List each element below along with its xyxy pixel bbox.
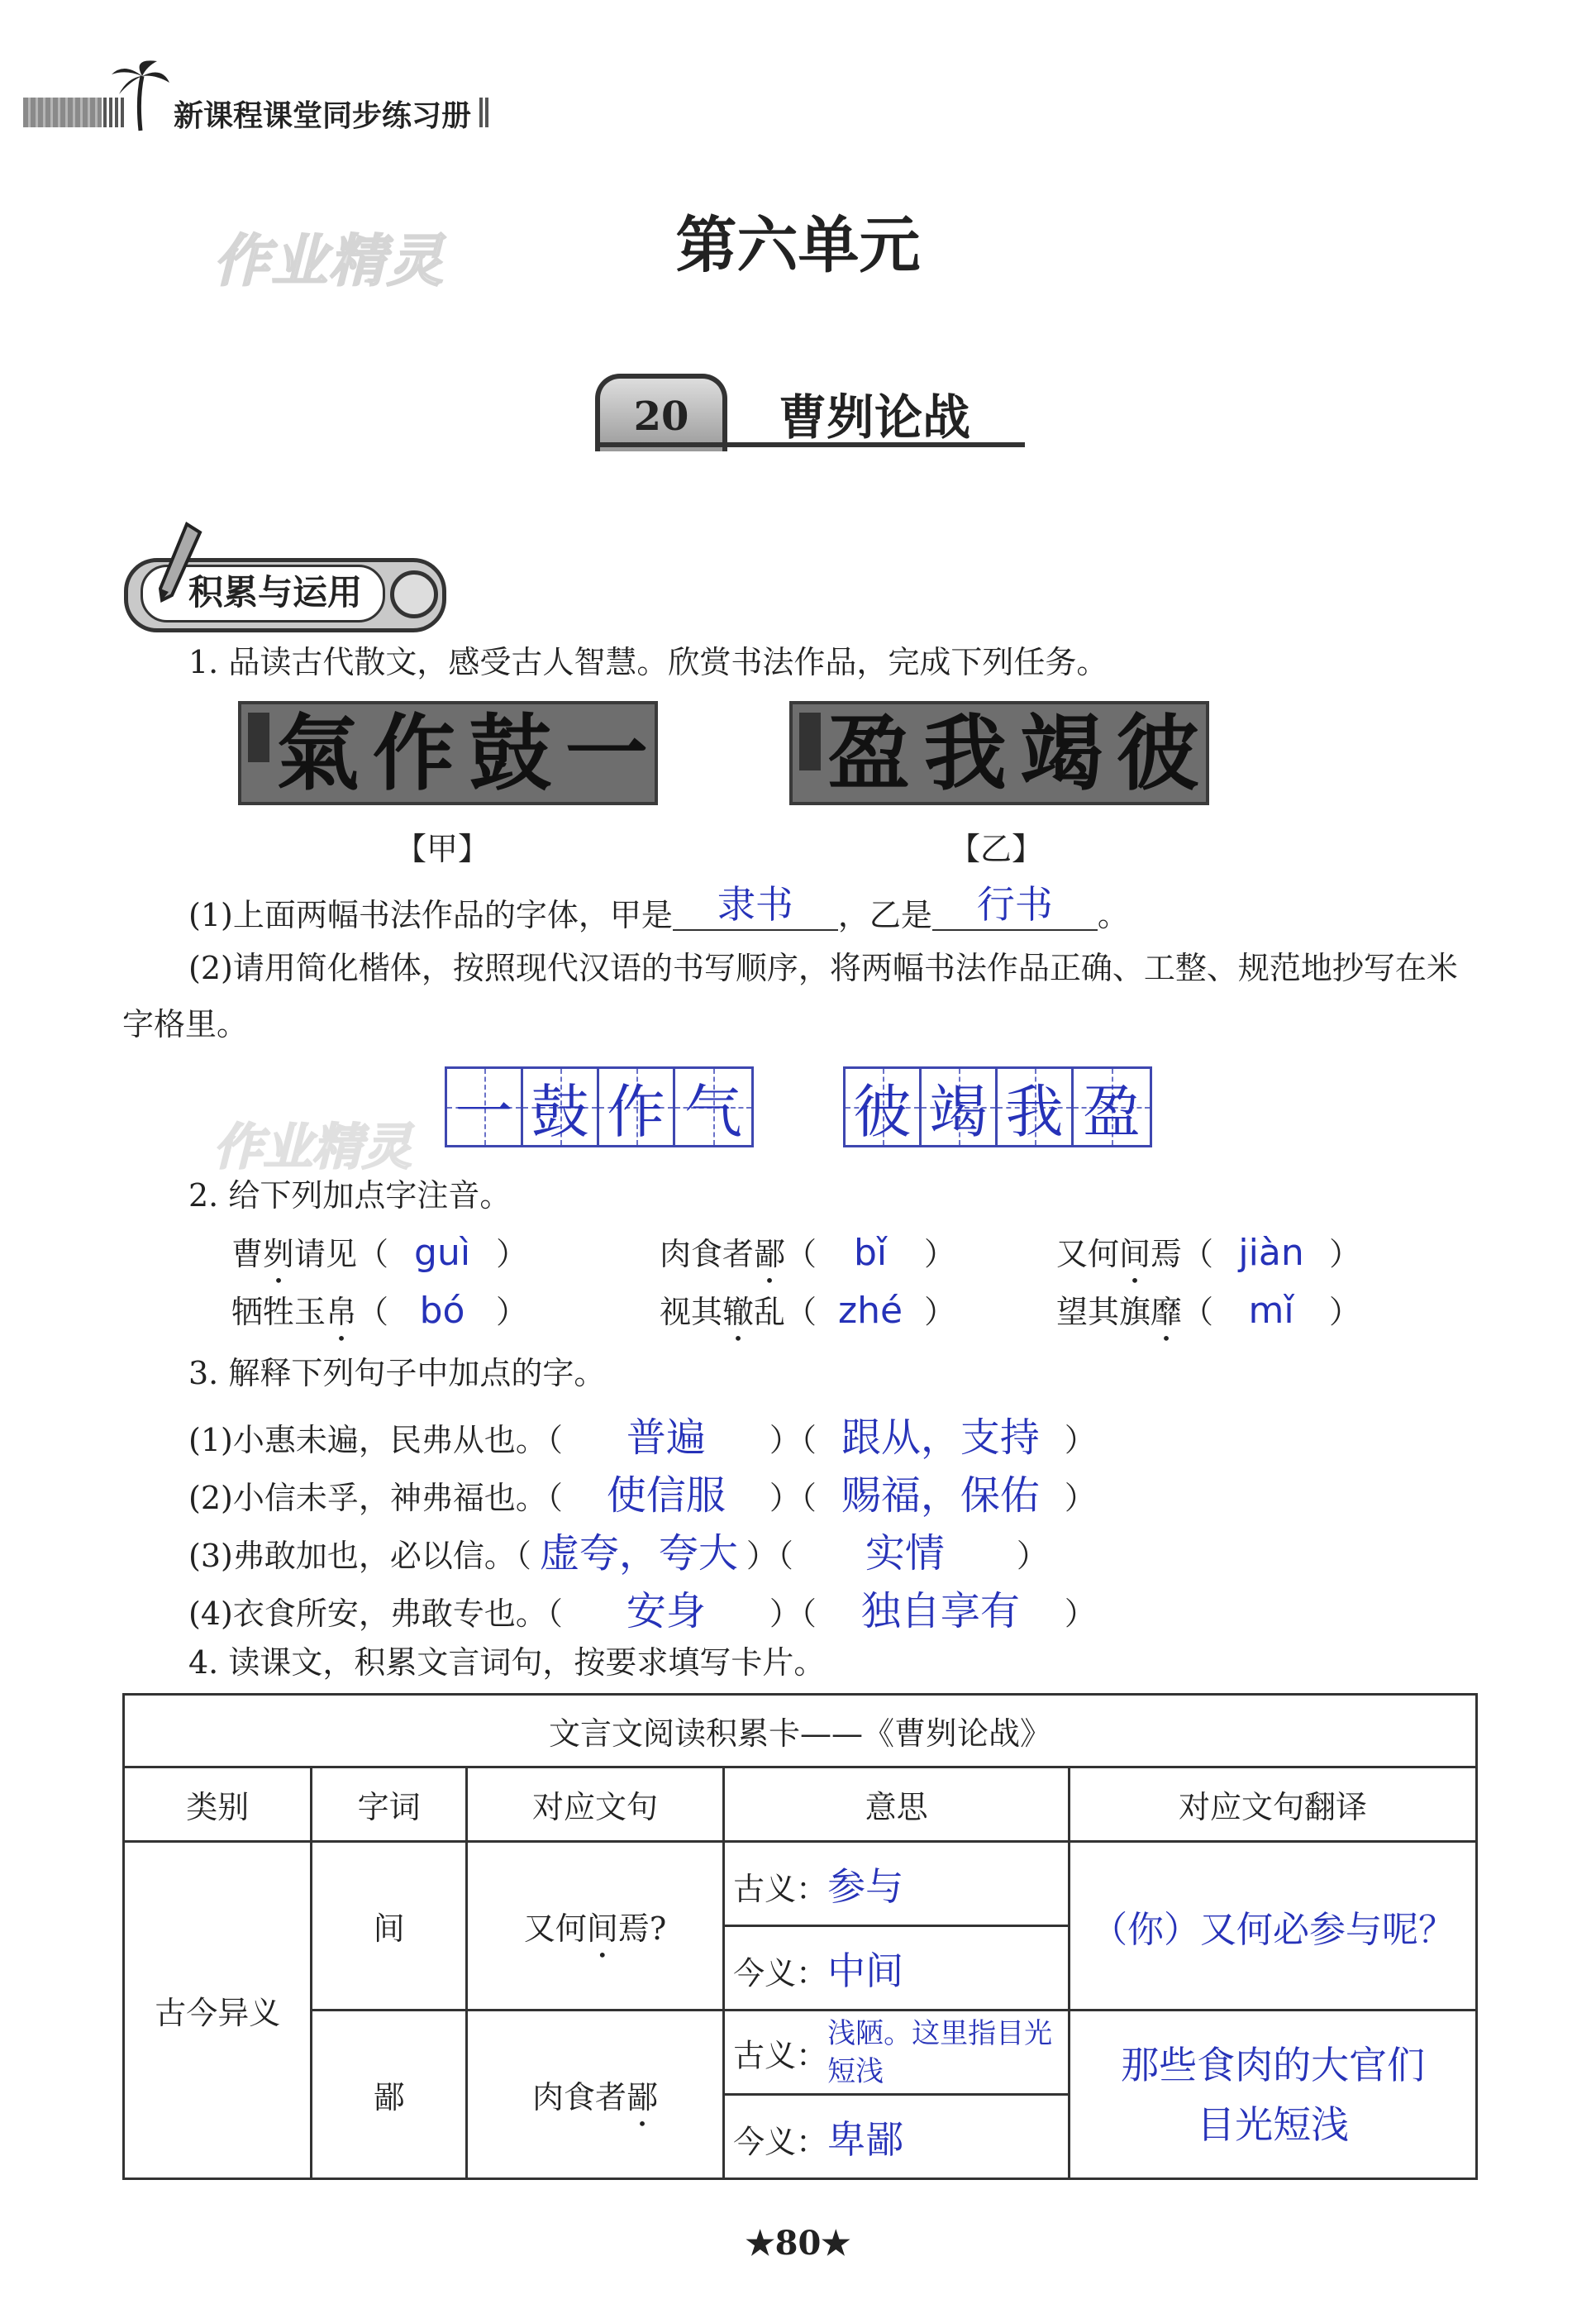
translation-answer[interactable]: 那些食肉的大官们目光短浅 [1070,2011,1477,2179]
q2-item: 视其辙乱（ zhé ） [660,1290,956,1332]
seal-stamp-icon [248,713,269,762]
q1-sub2-line1: (2)请用简化楷体，按照现代汉语的书写顺序，将两幅书法作品正确、工整、规范地抄写在米 [188,950,1458,986]
category-cell: 古今异义 [124,1842,312,2179]
q4-prompt: 4. 读课文，积累文言词句，按要求填写卡片。 [188,1644,826,1681]
sentence-cell: 肉食者鄙 [466,2011,723,2179]
yi-label: 【乙】 [949,831,1044,867]
mizige-cell[interactable]: 鼓 [523,1069,599,1145]
mizige-cell[interactable]: 盈 [1074,1069,1150,1145]
header-translation: 对应文句翻译 [1070,1767,1477,1842]
q1-prompt: 1. 品读古代散文，感受古人智慧。欣赏书法作品，完成下列任务。 [188,644,1108,680]
q3-item: (2)小信未孚，神弗福也。（ 使信服 ）（ 赐福，保佑 ） [188,1463,1096,1520]
lesson-number: 20 [595,374,727,451]
calligraphy-char: 我 [923,704,1007,802]
pinyin-answer[interactable]: bó [419,1290,465,1332]
accumulation-card-table [122,1693,1478,2180]
calligraphy-char: 氣 [276,704,360,802]
ancient-meaning-answer[interactable]: 参与 [827,1863,904,1909]
mizige-grid-2 [843,1066,1152,1147]
calligraphy-char: 鼓 [469,704,552,802]
explain-answer[interactable]: 安身 [626,1588,706,1634]
header-end-stripes [479,98,491,127]
answer-yi[interactable]: 行书 [932,875,1098,931]
q1-sub1-prefix: (1)上面两幅书法作品的字体，甲是 [188,897,673,933]
q3-item: (3)弗敢加也，必以信。（ 虚夸，夸大 ）（ 实情 ） [188,1521,1048,1578]
header-sentence: 对应文句 [466,1767,723,1842]
mizige-cell[interactable]: 我 [998,1069,1074,1145]
palm-tree-icon [107,58,174,132]
explain-answer[interactable]: 普遍 [626,1414,706,1461]
watermark: 作业精灵 [213,229,445,294]
q3-item: (1)小惠未遍，民弗从也。（ 普遍 ）（ 跟从，支持 ） [188,1405,1096,1462]
header-decoration-bar [23,98,102,127]
modern-meaning-cell: 今义：卑鄙 [724,2095,1070,2179]
calligraphy-char: 盈 [827,704,911,802]
unit-title: 第六单元 [675,210,921,281]
q2-item: 望其旗靡（ mǐ ） [1056,1290,1361,1332]
mizige-grid-1 [445,1066,754,1147]
q1-sub1 [188,883,1129,939]
page-number: ★80★ [745,2224,851,2263]
ancient-meaning-answer[interactable]: 浅陋。这里指目光短浅 [827,2016,1053,2088]
word-cell: 间 [312,1842,467,2011]
series-title: 新课程课堂同步练习册 [174,99,472,133]
q1-sub2-line2: 字格里。 [122,1006,249,1042]
modern-meaning-cell: 今义：中间 [724,1926,1070,2011]
q1-sub1-mid: ，乙是 [837,897,932,933]
mizige-cell[interactable]: 竭 [922,1069,998,1145]
pinyin-answer[interactable]: jiàn [1238,1232,1304,1274]
word-cell: 鄙 [312,2011,467,2179]
modern-meaning-answer[interactable]: 卑鄙 [827,2116,904,2162]
card-title: 文言文阅读积累卡——《曹刿论战》 [124,1695,1477,1767]
explain-answer[interactable]: 跟从，支持 [841,1414,1040,1461]
badge-ring-icon [390,570,438,618]
sentence-cell: 又何间焉? [466,1842,723,2011]
mizige-cell[interactable]: 作 [599,1069,675,1145]
q2-item: 牺牲玉帛（ bó ） [231,1290,528,1332]
calligraphy-char: 一 [565,704,648,802]
modern-meaning-answer[interactable]: 中间 [827,1948,904,1993]
ancient-meaning-cell: 古义：浅陋。这里指目光短浅 [724,2011,1070,2095]
mizige-cell[interactable]: 一 [447,1069,523,1145]
mizige-cell[interactable]: 气 [675,1069,751,1145]
q2-prompt: 2. 给下列加点字注音。 [188,1177,512,1214]
seal-stamp-icon [799,713,821,770]
header-category: 类别 [124,1767,312,1842]
q3-item: (4)衣食所安，弗敢专也。（ 安身 ）（ 独自享有 ） [188,1579,1096,1636]
q1-sub1-end: 。 [1097,897,1129,933]
pinyin-answer[interactable]: mǐ [1248,1290,1294,1332]
q2-item: 曹刿请见（ guì ） [231,1232,528,1274]
q2-item: 又何间焉（ jiàn ） [1056,1232,1361,1274]
explain-answer[interactable]: 虚夸，夸大 [539,1530,738,1576]
mizige-cell[interactable]: 彼 [846,1069,922,1145]
q3-prompt: 3. 解释下列句子中加点的字。 [188,1355,606,1391]
translation-answer[interactable]: （你）又何必参与呢？ [1070,1842,1477,2011]
calligraphy-char: 竭 [1020,704,1103,802]
lesson-title: 曹刿论战 [779,389,971,446]
explain-answer[interactable]: 赐福，保佑 [841,1472,1040,1519]
ancient-meaning-cell: 古义：参与 [724,1842,1070,1926]
calligraphy-yi [789,701,1209,805]
calligraphy-char: 彼 [1116,704,1199,802]
calligraphy-jia [238,701,658,805]
calligraphy-char: 作 [372,704,455,802]
pinyin-answer[interactable]: guì [414,1232,471,1274]
explain-answer[interactable]: 独自享有 [860,1588,1020,1634]
answer-jia[interactable]: 隶书 [673,875,838,931]
explain-answer[interactable]: 使信服 [606,1472,726,1519]
explain-answer[interactable]: 实情 [865,1530,945,1576]
watermark-secondary: 作业精灵 [213,1119,412,1176]
pinyin-answer[interactable]: zhé [838,1290,903,1332]
pinyin-answer[interactable]: bǐ [853,1232,888,1274]
jia-label: 【甲】 [395,831,490,867]
header-word: 字词 [312,1767,467,1842]
q2-item: 肉食者鄙（ bǐ ） [660,1232,956,1274]
section-label: 积累与运用 [188,572,363,613]
header-meaning: 意思 [724,1767,1070,1842]
